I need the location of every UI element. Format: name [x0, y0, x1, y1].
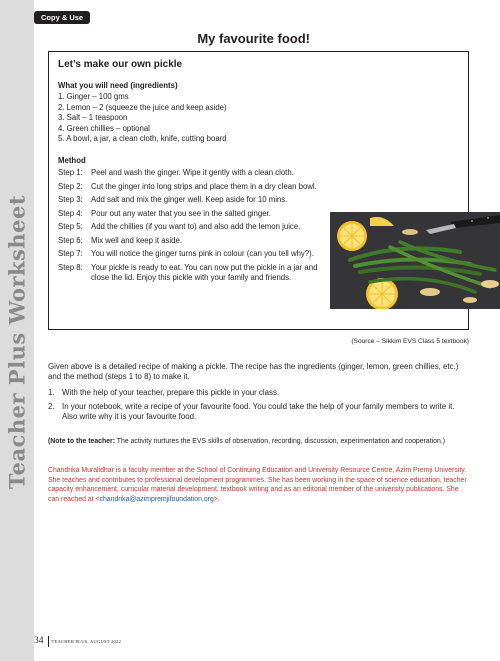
ingredient-item: 5. A bowl, a jar, a clean cloth, knife, cutting board [58, 134, 227, 143]
step-label: Step 1: [58, 168, 83, 177]
ingredients-list [58, 92, 227, 145]
step-text: Add salt and mix the ginger well. Keep aside for 10 mins. [91, 195, 288, 204]
sidebar-title: Teacher Plus Worksheet [4, 194, 30, 490]
teacher-note-label: (Note to the teacher: [48, 438, 115, 445]
step-label: Step 8: [58, 262, 83, 272]
pickle-ingredients-photo [330, 212, 500, 309]
step-text: You will notice the ginger turns pink in colour (can you tell why?). [91, 249, 314, 258]
copy-use-badge: Copy & Use [34, 11, 90, 24]
ingredient-item: 2. Lemon – 2 (squeeze the juice and keep aside) [58, 102, 227, 112]
step-text: Mix well and keep it aside. [91, 235, 183, 245]
author-bio [48, 466, 468, 505]
intro-paragraph: Given above is a detailed recipe of making a pickle. The recipe has the ingredients (ginger, lemon, green chillies, etc.) and the method (steps 1 to 8) to make it. [48, 362, 459, 382]
step-text: Pour out any water that you see in the salted ginger. [91, 208, 271, 218]
method-step [58, 182, 326, 193]
method-step [58, 263, 326, 284]
recipe-box [48, 51, 469, 330]
method-step [58, 236, 326, 247]
method-step [58, 209, 326, 220]
teacher-note-text: The activity nurtures the EVS skills of observation, recording, discussion, experimentation and cooperation.) [115, 438, 446, 445]
worksheet-title: My favourite food! [197, 31, 310, 46]
footer-text: TEACHER PLUS, AUGUST 2022 [51, 639, 121, 644]
task-number: 1. [48, 388, 55, 397]
step-label: Step 3: [58, 195, 83, 204]
method-step [58, 249, 326, 260]
method-step [58, 222, 326, 233]
task-text: With the help of your teacher, prepare this pickle in your class. [62, 388, 280, 397]
recipe-heading: Let’s make our own pickle [58, 59, 183, 70]
step-text: Add the chillies (if you want to) and also add the lemon juice. [91, 222, 301, 231]
task-number: 2. [48, 402, 55, 411]
ingredient-item: 4. Green chillies – optional [58, 123, 150, 133]
page-footer [34, 636, 121, 647]
step-label: Step 4: [58, 208, 83, 218]
task-item [48, 402, 468, 423]
step-text: Peel and wash the ginger. Wipe it gently with a clean cloth. [91, 168, 294, 177]
ingredient-item: 3. Salt – 1 teaspoon [58, 113, 128, 122]
method-step [58, 168, 326, 179]
author-bio-text: Chandrika Muralidhar is a faculty member at the School of Continuing Education and University Resource Centre, Azim Premji University. She teaches and contributes to professional development programmes. She has been working in the space of science education, teacher capacity enhancement, curricular material development, textbook writing and as an editorial member of the university publications. She can reached at < [48, 467, 467, 504]
task-item [48, 388, 468, 398]
page-number: 34 [34, 636, 49, 647]
author-email-link[interactable]: chandrika@azimpremjifoundation.org [99, 496, 214, 504]
ingredients-label: What you will need (ingredients) [58, 81, 178, 90]
method-step [58, 195, 326, 206]
method-label: Method [58, 156, 86, 165]
step-label: Step 7: [58, 249, 83, 258]
author-bio-end: >. [213, 496, 220, 504]
task-text: In your notebook, write a recipe of your favourite food. You could take the help of your family members to write it. Also write why it is your favourite food. [62, 402, 455, 422]
step-label: Step 6: [58, 235, 83, 245]
step-label: Step 2: [58, 181, 83, 191]
step-text: Your pickle is ready to eat. You can now put the pickle in a jar and close the lid. Enjoy this pickle with your family and friends. [91, 262, 318, 282]
method-steps [58, 168, 326, 287]
ingredient-item: 1. Ginger – 100 gms [58, 92, 129, 101]
step-label: Step 5: [58, 222, 83, 231]
step-text: Cut the ginger into long strips and place them in a dry clean bowl. [91, 181, 317, 191]
teacher-note [48, 437, 468, 446]
source-credit: (Source – Sikkim EVS Class 5 textbook) [351, 338, 469, 345]
